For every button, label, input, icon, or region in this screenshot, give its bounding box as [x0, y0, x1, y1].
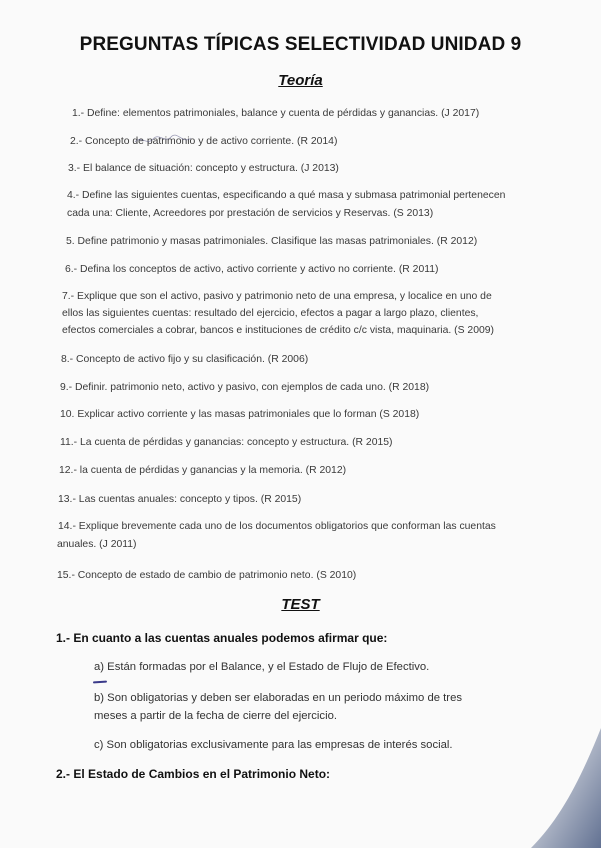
- handwritten-scribble: [133, 132, 193, 148]
- theory-question-8: 8.- Concepto de activo fijo y su clasificación. (R 2006): [61, 354, 309, 365]
- theory-question-15: 15.- Concepto de estado de cambio de patrimonio neto. (S 2010): [57, 570, 357, 581]
- theory-question-13: 13.- Las cuentas anuales: concepto y tipos. (R 2015): [58, 494, 302, 505]
- theory-question-4-line-2: cada una: Cliente, Acreedores por prestación de servicios y Reservas. (S 2013): [67, 208, 434, 219]
- theory-question-4-line-1: 4.- Define las siguientes cuentas, especificando a qué masa y submasa patrimonial pertenecen: [67, 190, 506, 201]
- test-question-2: 2.- El Estado de Cambios en el Patrimonio Neto:: [56, 767, 331, 781]
- theory-question-12: 12.- la cuenta de pérdidas y ganancias y la memoria. (R 2012): [59, 465, 347, 476]
- theory-question-11: 11.- La cuenta de pérdidas y ganancias: concepto y estructura. (R 2015): [60, 437, 393, 448]
- theory-question-14-line-1: 14.- Explique brevemente cada uno de los documentos obligatorios que conforman las cuentas: [58, 521, 496, 532]
- handwritten-underline-mark: [93, 681, 107, 684]
- theory-heading: Teoría: [278, 72, 323, 89]
- theory-question-9: 9.- Definir. patrimonio neto, activo y pasivo, con ejemplos de cada uno. (R 2018): [60, 382, 430, 393]
- scan-edge-shadow: [521, 728, 601, 848]
- test-heading: TEST: [281, 596, 320, 613]
- test-option-b-line-1: b) Son obligatorias y deben ser elaboradas en un periodo máximo de tres: [94, 692, 462, 704]
- theory-question-5: 5. Define patrimonio y masas patrimoniales. Clasifique las masas patrimoniales. (R 2012): [66, 236, 478, 247]
- theory-question-1: 1.- Define: elementos patrimoniales, balance y cuenta de pérdidas y ganancias. (J 2017): [72, 108, 480, 119]
- theory-question-10: 10. Explicar activo corriente y las masas patrimoniales que lo forman (S 2018): [60, 409, 420, 420]
- test-question-1: 1.- En cuanto a las cuentas anuales podemos afirmar que:: [56, 631, 388, 645]
- page-title: PREGUNTAS TÍPICAS SELECTIVIDAD UNIDAD 9: [79, 34, 522, 55]
- test-option-a: a) Están formadas por el Balance, y el Estado de Flujo de Efectivo.: [94, 661, 430, 673]
- theory-question-2: 2.- Concepto de patrimonio y de activo corriente. (R 2014): [70, 136, 338, 147]
- theory-question-14-line-2: anuales. (J 2011): [57, 539, 137, 550]
- theory-question-6: 6.- Defina los conceptos de activo, activo corriente y activo no corriente. (R 2011): [65, 264, 439, 275]
- theory-question-7-line-1: 7.- Explique que son el activo, pasivo y patrimonio neto de una empresa, y localice en uno de: [62, 291, 492, 302]
- theory-question-7-line-2: ellos las siguientes cuentas: resultado del ejercicio, efectos a pagar a largo plazo, clientes,: [62, 308, 479, 319]
- test-option-b-line-2: meses a partir de la fecha de cierre del ejercicio.: [94, 710, 337, 722]
- test-option-c: c) Son obligatorias exclusivamente para las empresas de interés social.: [94, 739, 453, 751]
- theory-question-7-line-3: efectos comerciales a cobrar, bancos e instituciones de crédito c/c vista, maquinaria. (S 2009): [62, 325, 495, 336]
- theory-question-3: 3.- El balance de situación: concepto y estructura. (J 2013): [68, 163, 339, 174]
